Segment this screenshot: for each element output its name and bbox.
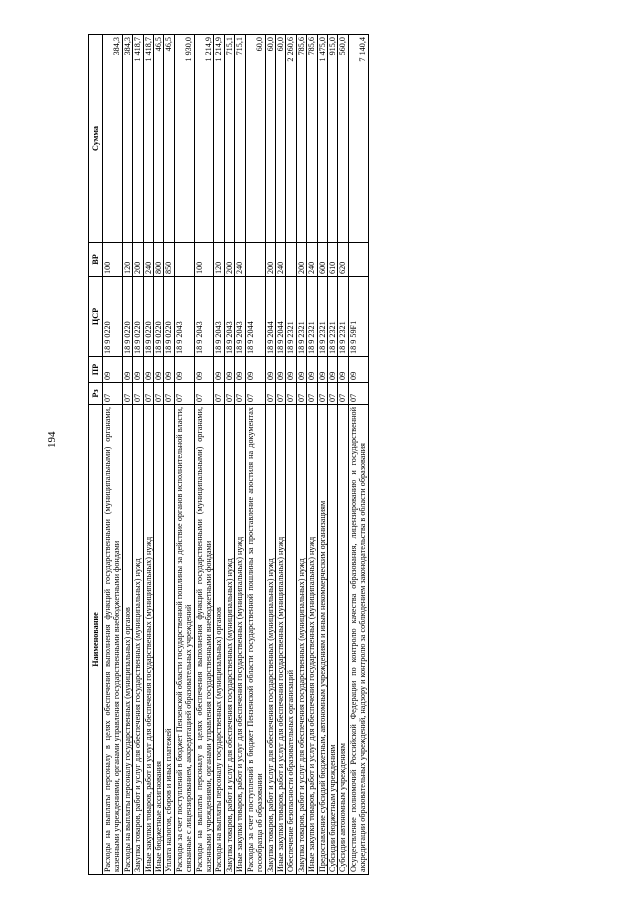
cell-vr: 200 (133, 243, 143, 277)
table-row (224, 35, 234, 875)
cell-csr: 18 9 2044 (265, 277, 275, 357)
table-body (103, 35, 369, 875)
table-row (164, 35, 174, 875)
cell-rz: 07 (245, 383, 265, 405)
cell-sum: 715,1 (235, 35, 245, 243)
cell-vr: 600 (317, 243, 327, 277)
cell-name: Иные закупки товаров, работ и услуг для обеспечения государственных (муниципальных) нужд (307, 405, 317, 875)
header-pr: ПР (89, 357, 103, 383)
table-row (307, 35, 317, 875)
cell-name: Закупка товаров, работ и услуг для обеспечения государственных (муниципальных) нужд (265, 405, 275, 875)
cell-rz: 07 (338, 383, 348, 405)
cell-vr: 200 (265, 243, 275, 277)
cell-vr: 240 (275, 243, 285, 277)
table-row (194, 35, 214, 875)
cell-name: Иные закупки товаров, работ и услуг для обеспечения государственных (муниципальных) нужд (235, 405, 245, 875)
cell-pr: 09 (194, 357, 214, 383)
cell-csr: 18 9 0220 (103, 277, 123, 357)
cell-vr: 240 (307, 243, 317, 277)
cell-rz: 07 (235, 383, 245, 405)
cell-csr: 18 9 2321 (327, 277, 337, 357)
cell-rz: 07 (317, 383, 327, 405)
table-row (348, 35, 368, 875)
cell-rz: 07 (214, 383, 224, 405)
cell-pr: 09 (296, 357, 306, 383)
cell-vr: 800 (154, 243, 164, 277)
cell-name: Расходы на выплаты персоналу в целях обеспечения выполнения функций государственными (муниципальными) органами, казенными учреждениями, органами управления государственными внебюджетными фондами (194, 405, 214, 875)
header-rz: Рз (89, 383, 103, 405)
cell-pr: 09 (133, 357, 143, 383)
cell-name: Расходы на выплаты персоналу в целях обеспечения выполнения функций государственными (муниципальными) органами, казенными учреждениями, органами управления государственными внебюджетными фондами (103, 405, 123, 875)
cell-rz: 07 (224, 383, 234, 405)
cell-sum: 785,6 (307, 35, 317, 243)
cell-pr: 09 (143, 357, 153, 383)
cell-csr: 18 9 0220 (122, 277, 132, 357)
table-row (275, 35, 285, 875)
cell-name: Иные закупки товаров, работ и услуг для обеспечения государственных (муниципальных) нужд (275, 405, 285, 875)
cell-name: Расходы за счет поступлений в бюджет Пензенской области государственной пошлины за действие органов исполнительной власти, связанные с лицензированием, аккредитацией образовательных учреждений (174, 405, 194, 875)
cell-vr (348, 243, 368, 277)
cell-pr: 09 (275, 357, 285, 383)
cell-sum: 7 140,4 (348, 35, 368, 243)
page-number: 194 (46, 431, 58, 448)
cell-sum: 384,3 (122, 35, 132, 243)
cell-csr: 18 9 0220 (164, 277, 174, 357)
budget-table (88, 34, 369, 875)
table-header-row (89, 35, 103, 875)
cell-csr: 18 9 59F1 (348, 277, 368, 357)
cell-sum: 560,0 (338, 35, 348, 243)
cell-pr: 09 (348, 357, 368, 383)
cell-rz: 07 (174, 383, 194, 405)
cell-name: Иные бюджетные ассигнования (154, 405, 164, 875)
cell-pr: 09 (265, 357, 275, 383)
cell-sum: 715,1 (224, 35, 234, 243)
cell-sum: 1 475,0 (317, 35, 327, 243)
cell-csr: 18 9 0220 (143, 277, 153, 357)
cell-rz: 07 (103, 383, 123, 405)
cell-vr: 850 (164, 243, 174, 277)
cell-vr: 100 (194, 243, 214, 277)
cell-pr: 09 (154, 357, 164, 383)
table-row (245, 35, 265, 875)
cell-rz: 07 (265, 383, 275, 405)
cell-sum: 1 930,0 (174, 35, 194, 243)
cell-sum: 46,5 (154, 35, 164, 243)
table-row (103, 35, 123, 875)
table-row (133, 35, 143, 875)
cell-rz: 07 (133, 383, 143, 405)
cell-sum: 2 260,6 (286, 35, 296, 243)
header-csr: ЦСР (89, 277, 103, 357)
header-sum: Сумма (89, 35, 103, 243)
cell-rz: 07 (194, 383, 214, 405)
table-row (154, 35, 164, 875)
cell-pr: 09 (174, 357, 194, 383)
cell-sum: 1 418,7 (133, 35, 143, 243)
cell-sum: 384,3 (103, 35, 123, 243)
cell-name: Иные закупки товаров, работ и услуг для обеспечения государственных (муниципальных) нужд (143, 405, 153, 875)
cell-name: Закупка товаров, работ и услуг для обеспечения государственных (муниципальных) нужд (224, 405, 234, 875)
cell-csr: 18 9 0220 (133, 277, 143, 357)
cell-name: Уплата налогов, сборов и иных платежей (164, 405, 174, 875)
cell-csr: 18 9 2321 (286, 277, 296, 357)
table-row (174, 35, 194, 875)
cell-pr: 09 (338, 357, 348, 383)
cell-sum: 1 418,7 (143, 35, 153, 243)
cell-name: Субсидии автономным учреждениям (338, 405, 348, 875)
cell-vr: 100 (103, 243, 123, 277)
cell-pr: 09 (214, 357, 224, 383)
table-row (214, 35, 224, 875)
cell-vr: 240 (143, 243, 153, 277)
cell-name: Расходы на выплаты персоналу государственных (муниципальных) органов (122, 405, 132, 875)
cell-rz: 07 (164, 383, 174, 405)
header-vr: ВР (89, 243, 103, 277)
cell-rz: 07 (348, 383, 368, 405)
cell-rz: 07 (327, 383, 337, 405)
cell-rz: 07 (296, 383, 306, 405)
table-row (296, 35, 306, 875)
cell-csr: 18 9 0220 (154, 277, 164, 357)
cell-sum: 1 214,9 (194, 35, 214, 243)
cell-rz: 07 (286, 383, 296, 405)
cell-name: Предоставление субсидий бюджетным, автономным учреждениям и иным некоммерческим организациям (317, 405, 327, 875)
cell-sum: 60,0 (245, 35, 265, 243)
table-row (122, 35, 132, 875)
cell-sum: 60,0 (265, 35, 275, 243)
cell-pr: 09 (122, 357, 132, 383)
cell-csr: 18 9 2321 (338, 277, 348, 357)
cell-sum: 46,5 (164, 35, 174, 243)
cell-vr (286, 243, 296, 277)
cell-pr: 09 (224, 357, 234, 383)
cell-name: Закупка товаров, работ и услуг для обеспечения государственных (муниципальных) нужд (296, 405, 306, 875)
cell-name: Субсидии бюджетным учреждениям (327, 405, 337, 875)
cell-name: Закупка товаров, работ и услуг для обеспечения государственных (муниципальных) нужд (133, 405, 143, 875)
header-name: Наименование (89, 405, 103, 875)
cell-vr: 120 (214, 243, 224, 277)
cell-rz: 07 (122, 383, 132, 405)
cell-rz: 07 (275, 383, 285, 405)
cell-csr: 18 9 2321 (296, 277, 306, 357)
table-row (286, 35, 296, 875)
cell-csr: 18 9 2043 (194, 277, 214, 357)
cell-vr: 120 (122, 243, 132, 277)
cell-vr: 200 (224, 243, 234, 277)
table-row (317, 35, 327, 875)
cell-csr: 18 9 2043 (235, 277, 245, 357)
cell-pr: 09 (307, 357, 317, 383)
cell-sum: 1 214,9 (214, 35, 224, 243)
cell-sum: 785,6 (296, 35, 306, 243)
cell-rz: 07 (143, 383, 153, 405)
cell-pr: 09 (245, 357, 265, 383)
cell-pr: 09 (235, 357, 245, 383)
cell-rz: 07 (154, 383, 164, 405)
cell-pr: 09 (327, 357, 337, 383)
cell-sum: 915,0 (327, 35, 337, 243)
cell-vr: 200 (296, 243, 306, 277)
cell-rz: 07 (307, 383, 317, 405)
cell-csr: 18 9 2043 (224, 277, 234, 357)
cell-csr: 18 9 2043 (174, 277, 194, 357)
cell-vr: 610 (327, 243, 337, 277)
cell-pr: 09 (286, 357, 296, 383)
cell-csr: 18 9 2321 (307, 277, 317, 357)
table-row (235, 35, 245, 875)
cell-name: Осуществление полномочий Российской Федерации по контролю качества образования, лицензированию и государственной аккредитации образовательных учреждений, надзору и контролю за соблюдением законодательства в области образования (348, 405, 368, 875)
cell-name: Обеспечение безопасности образовательных организаций (286, 405, 296, 875)
cell-csr: 18 9 2044 (245, 277, 265, 357)
cell-sum: 60,0 (275, 35, 285, 243)
table-row (327, 35, 337, 875)
cell-vr (174, 243, 194, 277)
cell-vr (245, 243, 265, 277)
cell-pr: 09 (317, 357, 327, 383)
table-row (143, 35, 153, 875)
cell-pr: 09 (103, 357, 123, 383)
cell-name: Расходы на выплаты персоналу государственных (муниципальных) органов (214, 405, 224, 875)
table-row (265, 35, 275, 875)
budget-table-container (88, 35, 598, 875)
cell-csr: 18 9 2044 (275, 277, 285, 357)
cell-vr: 620 (338, 243, 348, 277)
cell-name: Расходы за счет поступлений в бюджет Пензенской области государственной пошлины за проставление апостиля на документах госообразца об образовании (245, 405, 265, 875)
cell-csr: 18 9 2321 (317, 277, 327, 357)
cell-csr: 18 9 2043 (214, 277, 224, 357)
cell-pr: 09 (164, 357, 174, 383)
cell-vr: 240 (235, 243, 245, 277)
table-row (338, 35, 348, 875)
